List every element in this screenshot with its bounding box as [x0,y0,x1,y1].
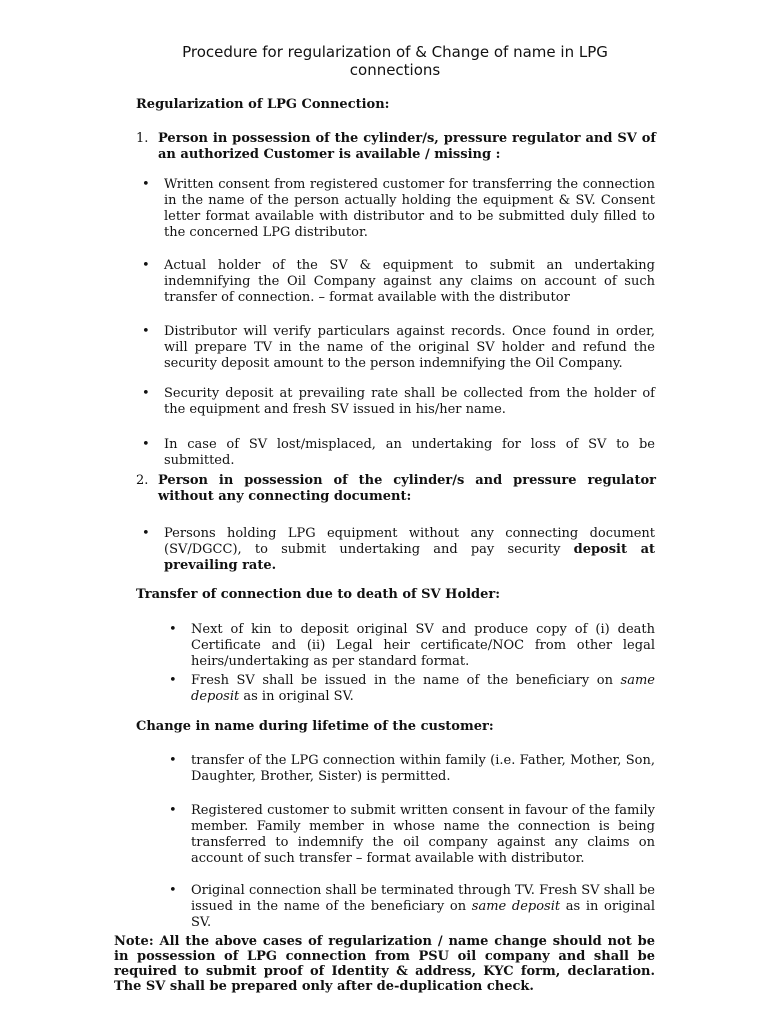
section-heading-death-transfer: Transfer of connection due to death of SV Holder: [136,587,501,602]
bullet-icon: • [142,437,150,452]
list-item-italic: same deposit [191,673,655,704]
list-item-text: Fresh SV shall be issued in the name of the beneficiary on [191,673,621,688]
list-item-text: Registered customer to submit written consent in favour of the family member. Family member in whose name the connection is being transferred to indemnify the oil company against any claims on account of such transfer – format available with distributor. [191,803,655,866]
bullet-icon: • [142,386,150,401]
bullet-icon: • [169,753,177,768]
list-item [169,753,655,785]
list-item-text-end: as in original SV. [191,899,656,930]
list-item [169,883,656,931]
list-item [142,386,655,418]
numbered-item-1 [136,131,656,163]
list-item [142,177,655,241]
bullet-icon: • [142,526,150,541]
bullet-icon: • [142,258,150,273]
list-item-text-end: as in original SV. [239,689,354,704]
list-item-text: Security deposit at prevailing rate shall be collected from the holder of the equipment and fresh SV issued in his/her name. [164,386,655,417]
list-item-text: Distributor will verify particulars against records. Once found in order, will prepare TV in the name of the original SV holder and refund the security deposit amount to the person indemnifying the Oil Company. [164,324,655,371]
note-paragraph: Note: All the above cases of regularization / name change should not be in possession of LPG connection from PSU oil company and shall be required to submit proof of Identity & address, KYC form, declaration. The SV shall be prepared only after de-duplication check. [114,934,655,994]
list-item-text: Written consent from registered customer for transferring the connection in the name of the person actually holding the equipment & SV. Consent letter format available with distributor and to be submitted duly filled to the concerned LPG distributor. [164,177,655,240]
list-item [142,437,655,469]
list-item-text: Next of kin to deposit original SV and produce copy of (i) death Certificate and (ii) Legal heir certificate/NOC from other legal heirs/undertaking as per standard format. [191,622,655,669]
list-item [142,526,656,574]
list-item-emphasis: deposit at prevailing rate. [164,542,656,573]
list-item-italic: same deposit [471,899,561,914]
bullet-icon: • [169,803,177,818]
bullet-icon: • [142,177,150,192]
bullet-icon: • [142,324,150,339]
list-item [169,673,655,705]
item-heading: Person in possession of the cylinder/s and pressure regulator without any connecting document: [158,473,656,504]
list-item [142,258,655,306]
page-title: Procedure for regularization of & Change of name in LPG connections [182,43,608,79]
item-number: 2. [136,473,149,488]
list-item-text: Actual holder of the SV & equipment to submit an undertaking indemnifying the Oil Company against any claims on account of such transfer of connection. – format available with the distributor [164,258,655,305]
bullet-icon: • [169,673,177,688]
numbered-item-2 [136,473,656,505]
list-item-text: transfer of the LPG connection within family (i.e. Father, Mother, Son, Daughter, Brother, Sister) is permitted. [191,753,655,784]
bullet-icon: • [169,883,177,898]
list-item [169,622,655,670]
list-item [142,324,655,372]
list-item-text: Original connection shall be terminated through TV. Fresh SV shall be issued in the name of the beneficiary on [191,883,655,914]
list-item-text: Persons holding LPG equipment without any connecting document (SV/DGCC), to submit undertaking and pay security [164,526,655,557]
bullet-icon: • [169,622,177,637]
list-item [169,803,655,867]
list-item-text: In case of SV lost/misplaced, an undertaking for loss of SV to be submitted. [164,437,655,468]
section-heading-name-change: Change in name during lifetime of the customer: [136,719,494,734]
item-number: 1. [136,131,149,146]
item-heading: Person in possession of the cylinder/s, pressure regulator and SV of an authorized Customer is available / missing : [158,131,656,162]
section-heading-regularization: Regularization of LPG Connection: [136,97,390,112]
